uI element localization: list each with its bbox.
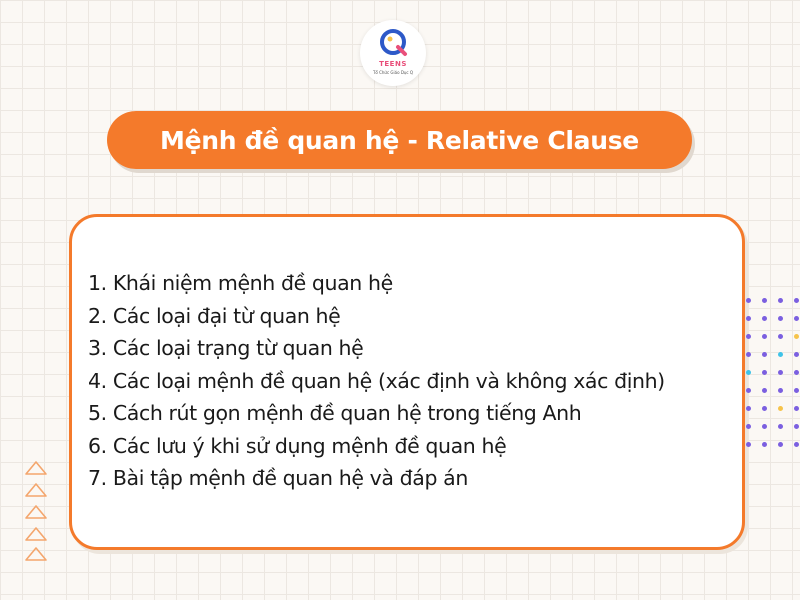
table-of-contents bbox=[88, 267, 665, 495]
decorative-dot bbox=[778, 352, 783, 357]
decorative-dot bbox=[746, 298, 751, 303]
decorative-dot bbox=[794, 388, 799, 393]
decorative-dot bbox=[794, 406, 799, 411]
q-logo-icon bbox=[360, 20, 426, 86]
decorative-dot bbox=[746, 334, 751, 339]
decorative-dot bbox=[778, 406, 783, 411]
decorative-dot bbox=[746, 370, 751, 375]
decorative-dot bbox=[794, 298, 799, 303]
decorative-dot bbox=[778, 316, 783, 321]
logo-brand-text: TEENS bbox=[379, 60, 407, 68]
page-title: Mệnh đề quan hệ - Relative Clause bbox=[160, 125, 639, 155]
decorative-dot bbox=[778, 388, 783, 393]
decorative-dot bbox=[794, 424, 799, 429]
logo-tagline: Tổ Chức Giáo Dục Q bbox=[372, 70, 414, 75]
decorative-dot bbox=[762, 352, 767, 357]
decorative-dot bbox=[778, 424, 783, 429]
decorative-dot bbox=[794, 442, 799, 447]
decorative-dot bbox=[794, 316, 799, 321]
decorative-dot bbox=[746, 406, 751, 411]
toc-item: 5. Cách rút gọn mệnh đề quan hệ trong tiếng Anh bbox=[88, 401, 582, 425]
title-banner bbox=[107, 111, 692, 169]
decorative-dot bbox=[762, 298, 767, 303]
decorative-dot bbox=[794, 352, 799, 357]
decorative-triangles-icon bbox=[24, 460, 48, 562]
decorative-dot-grid bbox=[744, 296, 800, 486]
decorative-dot bbox=[746, 442, 751, 447]
decorative-dot bbox=[746, 424, 751, 429]
decorative-dot bbox=[778, 442, 783, 447]
decorative-dot bbox=[762, 424, 767, 429]
brand-logo bbox=[360, 20, 426, 86]
decorative-dot bbox=[794, 334, 799, 339]
toc-item: 6. Các lưu ý khi sử dụng mệnh đề quan hệ bbox=[88, 433, 507, 458]
decorative-dot bbox=[746, 352, 751, 357]
toc-item: 4. Các loại mệnh đề quan hệ (xác định và không xác định) bbox=[88, 368, 665, 393]
decorative-dot bbox=[762, 406, 767, 411]
decorative-dot bbox=[778, 298, 783, 303]
toc-item: 7. Bài tập mệnh đề quan hệ và đáp án bbox=[88, 466, 468, 490]
toc-item: 2. Các loại đại từ quan hệ bbox=[88, 303, 341, 328]
decorative-dot bbox=[778, 334, 783, 339]
toc-item: 3. Các loại trạng từ quan hệ bbox=[88, 336, 364, 360]
decorative-dot bbox=[762, 316, 767, 321]
decorative-dot bbox=[762, 370, 767, 375]
decorative-dot bbox=[746, 388, 751, 393]
decorative-dot bbox=[746, 316, 751, 321]
decorative-dot bbox=[762, 442, 767, 447]
decorative-dot bbox=[778, 370, 783, 375]
decorative-dot bbox=[794, 370, 799, 375]
toc-item: 1. Khái niệm mệnh đề quan hệ bbox=[88, 271, 393, 295]
decorative-dot bbox=[762, 388, 767, 393]
decorative-dot bbox=[762, 334, 767, 339]
table-of-contents-card bbox=[69, 214, 745, 550]
